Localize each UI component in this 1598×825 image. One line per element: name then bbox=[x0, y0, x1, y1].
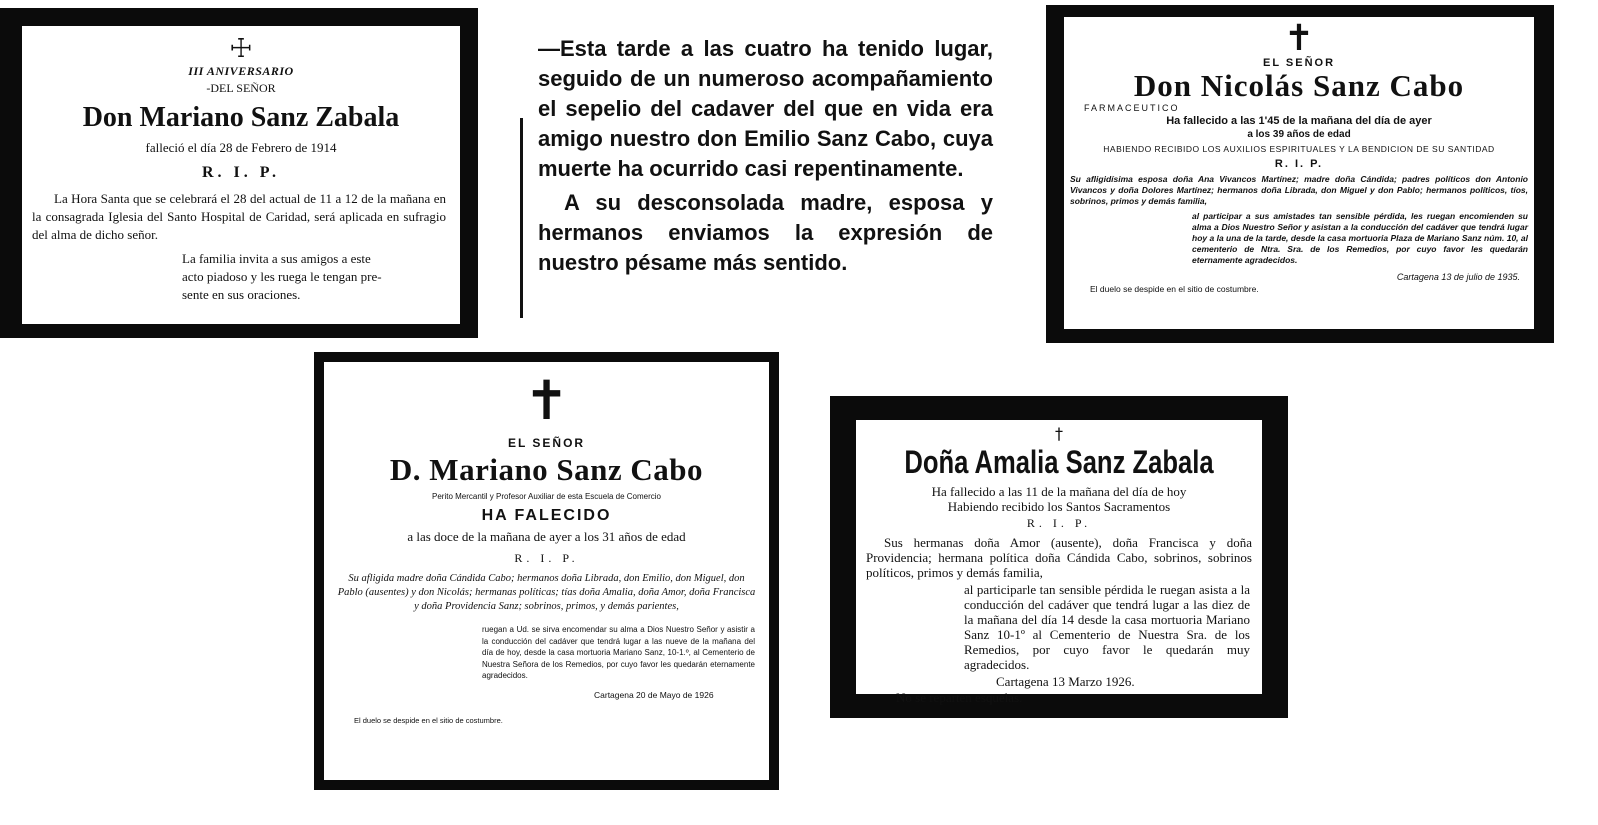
deceased-name: Don Mariano Sanz Zabala bbox=[82, 102, 400, 133]
sacraments-label: HABIENDO RECIBIDO LOS AUXILIOS ESPIRITUALES Y LA BENDICION DE SU SANTIDAD bbox=[1103, 144, 1495, 154]
article-lead: —Esta tarde a las cuatro bbox=[538, 36, 812, 61]
profession-label: Perito Mercantil y Profesor Auxiliar de esta Escuela de Comercio bbox=[432, 492, 661, 501]
family-line: La familia invita a sus amigos a este bbox=[182, 251, 371, 266]
request-text: al participar a sus amistades tan sensible pérdida, les ruegan encomienden su alma a Dios Nuestro Señor y asistan a la conducción del cadáver que tendrá lugar hoy a la una de la tarde, desde la casa mortuoria Plaza de Mariano Sanz núm. 10, al cementerio de Ntra. Sra. de los Remedios, por cuyo favor les quedarán eternamente agradecidos. bbox=[1192, 211, 1528, 265]
age-label: a los 39 años de edad bbox=[1247, 129, 1351, 140]
el-senor-label: EL SEÑOR bbox=[507, 436, 586, 450]
obituary-card-amalia-sanz-zabala bbox=[830, 396, 1288, 718]
deceased-name: Doña Amalia Sanz Zabala bbox=[904, 444, 1214, 480]
place-date: Cartagena 13 Marzo 1926. bbox=[996, 674, 1135, 689]
family-line: sente en sus oraciones. bbox=[182, 287, 301, 302]
card-inner bbox=[1064, 17, 1534, 329]
family-invitation bbox=[182, 250, 446, 304]
del-senor-label: -DEL SEÑOR bbox=[206, 81, 276, 95]
family-text: Sus hermanas doña Amor (ausente), doña Francisca y doña Providencia; hermana política doña Cándida Cabo, sobrinos, sobrinos políticos, primos y demás familia, bbox=[866, 535, 1252, 580]
cross-icon: ☩ bbox=[229, 34, 253, 64]
death-time: a las doce de la mañana de ayer a los 31 años de edad bbox=[407, 529, 686, 544]
request-text: ruegan a Ud. se sirva encomendar su alma a Dios Nuestro Señor y asistir a la conducción del cadáver que tendrá lugar a las nueve de la mañana del día de hoy, desde la casa mortuoria Mariano Sanz, 10-1.º, al Cementerio de Nuestra Señora de los Remedios, por cuyo favor les quedarán eternamente agradecidos. bbox=[482, 625, 755, 680]
duelo-note: El duelo se despide en el sitio de costumbre. bbox=[354, 715, 503, 725]
cross-icon: ✝ bbox=[1283, 18, 1315, 59]
obituary-card-nicolas-sanz-cabo bbox=[1046, 5, 1554, 343]
death-date: falleció el día 28 de Febrero de 1914 bbox=[145, 140, 337, 155]
place-date: Cartagena 13 de julio de 1935. bbox=[1396, 272, 1520, 282]
card-inner bbox=[22, 26, 460, 324]
place-date: Cartagena 20 de Mayo de 1926 bbox=[594, 689, 714, 700]
profession-label: FARMACEUTICO bbox=[1084, 103, 1180, 113]
request-text: al participarle tan sensible pérdida le ruegan asista a la conducción del cadáver que tendrá lugar a las diez de la mañana del día 14 desde la casa mortuoria Mariano Sanz 10-1º al Cementerio de Nuestra Sra. de los Remedios, por cuyo favor le quedarán muy agradecidos. bbox=[964, 582, 1250, 672]
family-line: acto piadoso y les ruega le tengan pre- bbox=[182, 269, 382, 284]
rip-label: R. I. P. bbox=[514, 551, 579, 565]
family-text: Su afligida madre doña Cándida Cabo; hermanos doña Librada, don Emilio, don Miguel, don Pablo (ausentes) y don Nicolás; hermanas políticas; tías doña Amalia, doña Amor, doña Francisca y doña Providencia Sanz; sobrinos, primos, y demás parientes, bbox=[337, 573, 756, 612]
column-rule bbox=[520, 118, 523, 318]
body-text: La Hora Santa que se celebrará el 28 del actual de 11 a 12 de la mañana en la consagrada Iglesia del Santo Hospital de Caridad, será aplicada en sufragio del alma de dicho señor. bbox=[32, 191, 446, 242]
rip-label: R. I. P. bbox=[1274, 158, 1324, 170]
article-body bbox=[538, 34, 993, 278]
deceased-name: Don Nicolás Sanz Cabo bbox=[1133, 68, 1465, 103]
card-inner bbox=[324, 362, 769, 780]
article-paragraph: A su desconsolada madre, esposa y hermanos enviamos la expresión de nuestro pésame más sentido. bbox=[538, 190, 993, 275]
cross-icon: † bbox=[1055, 424, 1063, 443]
obituary-card-mariano-sanz-cabo bbox=[314, 352, 779, 790]
article-text: ha tenido lugar, seguido de un numeroso acompañamiento el sepelio del cadaver del que en vida era amigo nuestro don Emilio Sanz Cabo, cuya muerte ha ocurrido casi repentinamente. bbox=[538, 36, 993, 181]
ha-fallecido-label: HA FALECIDO bbox=[481, 507, 612, 524]
deceased-name: D. Mariano Sanz Cabo bbox=[389, 452, 704, 487]
rip-label: R. I. P. bbox=[201, 164, 281, 181]
family-text: Su afligidísima esposa doña Ana Vivancos Martínez; madre doña Cándida; padres políticos don Antonio Vivancos y doña Dolores Martínez; hermanos doña Librada, don Miguel y don Pablo; hermanos políticos, tíos, sobrinos, primos y demás familia, bbox=[1070, 174, 1528, 206]
card-inner bbox=[856, 420, 1262, 705]
rip-label: R. I. P. bbox=[1026, 516, 1092, 530]
sacraments-label: Habiendo recibido los Santos Sacramentos bbox=[947, 499, 1171, 514]
anniversary-label: III ANIVERSARIO bbox=[188, 64, 294, 78]
article-paragraph bbox=[538, 34, 993, 184]
el-senor-label: EL SEÑOR bbox=[1262, 57, 1336, 69]
cross-icon: ✝ bbox=[523, 369, 570, 432]
no-esquelas-note: No se reparten esquelas. bbox=[896, 690, 1023, 705]
death-time: Ha fallecido a las 1'45 de la mañana del día de ayer bbox=[1166, 115, 1432, 127]
death-time: Ha fallecido a las 11 de la mañana del día de hoy bbox=[931, 484, 1187, 499]
obituary-card-mariano-sanz-zabala bbox=[0, 8, 478, 338]
news-article-emilio-sanz-cabo bbox=[520, 30, 995, 330]
duelo-note: El duelo se despide en el sitio de costumbre. bbox=[1090, 284, 1259, 294]
